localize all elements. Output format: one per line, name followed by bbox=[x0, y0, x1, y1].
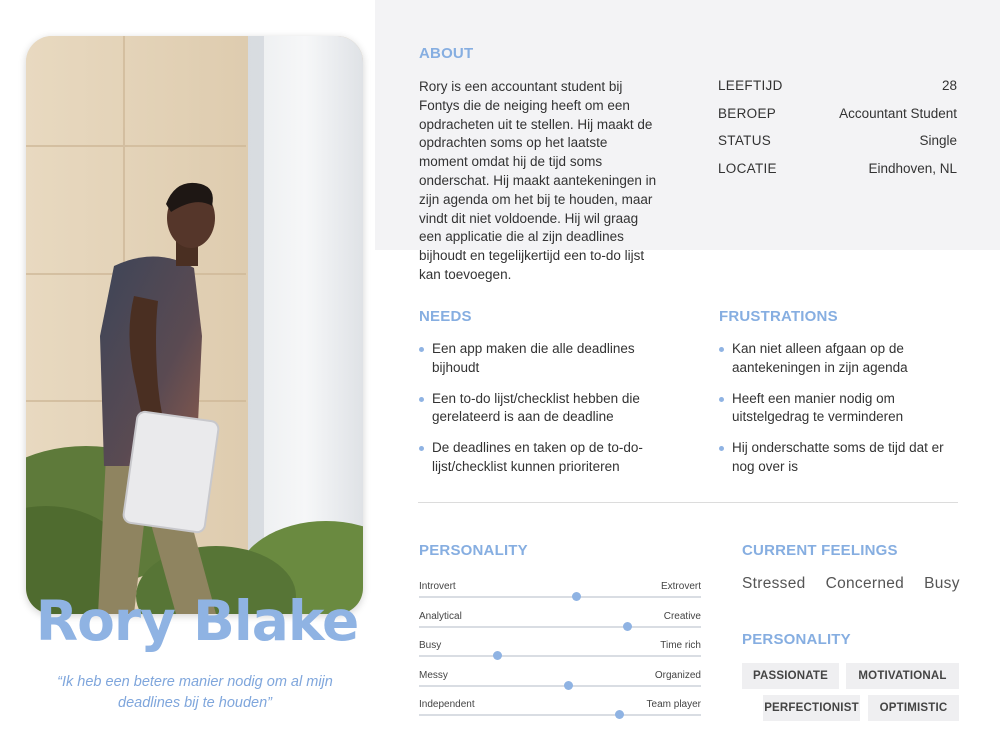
list-item: Hij onderschatte soms de tijd dat er nog over is bbox=[719, 439, 964, 477]
list-item: Een to-do lijst/checklist hebben die gerelateerd is aan de deadline bbox=[419, 390, 664, 428]
fact-row-occupation bbox=[718, 104, 957, 132]
personality-slider bbox=[419, 578, 701, 608]
personality-sliders bbox=[419, 578, 701, 726]
fact-value: 28 bbox=[941, 78, 957, 93]
trait-tag: PERFECTIONIST bbox=[763, 695, 860, 721]
feeling-item: Stressed bbox=[742, 575, 806, 592]
frustrations-heading: FRUSTRATIONS bbox=[719, 308, 838, 325]
fact-value: Accountant Student bbox=[839, 105, 957, 121]
facts-table bbox=[718, 76, 957, 186]
trait-tag: OPTIMISTIC bbox=[868, 695, 959, 721]
frustrations-list bbox=[719, 340, 964, 489]
needs-heading: NEEDS bbox=[419, 308, 472, 325]
slider-knob bbox=[623, 622, 632, 631]
slider-track bbox=[419, 626, 701, 628]
fact-label: LEEFTIJD bbox=[718, 78, 783, 93]
list-item: Een app maken die alle deadlines bijhoudt bbox=[419, 340, 664, 378]
fact-row-status bbox=[718, 131, 957, 159]
slider-left-label: Analytical bbox=[419, 610, 462, 622]
fact-row-age bbox=[718, 76, 957, 104]
slider-track bbox=[419, 714, 701, 716]
section-divider bbox=[418, 502, 958, 503]
feelings-heading: CURRENT FEELINGS bbox=[742, 542, 898, 559]
traits-heading: PERSONALITY bbox=[742, 631, 851, 648]
slider-knob bbox=[493, 651, 502, 660]
list-item: Heeft een manier nodig om uitstelgedrag te verminderen bbox=[719, 390, 964, 428]
fact-row-location bbox=[718, 159, 957, 187]
slider-right-label: Time rich bbox=[660, 640, 701, 651]
personality-slider bbox=[419, 637, 701, 667]
fact-value: Single bbox=[919, 133, 957, 148]
personality-slider bbox=[419, 608, 701, 638]
slider-right-label: Extrovert bbox=[660, 581, 701, 592]
slider-knob bbox=[564, 681, 573, 690]
slider-knob bbox=[572, 592, 581, 601]
slider-left-label: Introvert bbox=[419, 581, 456, 592]
slider-left-label: Messy bbox=[419, 669, 448, 681]
persona-quote: “Ik heb een betere manier nodig om al mijn deadlines bij te houden” bbox=[57, 674, 333, 711]
personality-slider bbox=[419, 667, 701, 697]
personality-slider bbox=[419, 696, 701, 726]
fact-label: STATUS bbox=[718, 133, 772, 148]
fact-label: BEROEP bbox=[718, 105, 777, 121]
list-item: Kan niet alleen afgaan op de aantekeningen in zijn agenda bbox=[719, 340, 964, 378]
slider-right-label: Organized bbox=[654, 669, 701, 681]
about-heading: ABOUT bbox=[419, 45, 474, 62]
slider-right-label: Creative bbox=[663, 610, 701, 622]
slider-track bbox=[419, 596, 701, 598]
slider-left-label: Busy bbox=[419, 640, 442, 651]
slider-track bbox=[419, 655, 701, 657]
needs-list bbox=[419, 340, 664, 489]
slider-track bbox=[419, 685, 701, 687]
slider-knob bbox=[615, 710, 624, 719]
feeling-item: Concerned bbox=[825, 575, 905, 592]
feelings-list bbox=[742, 575, 960, 593]
profile-photo bbox=[26, 36, 363, 614]
trait-tag: MOTIVATIONAL bbox=[846, 663, 959, 689]
slider-left-label: Independent bbox=[419, 699, 475, 710]
feeling-item: Busy bbox=[924, 575, 960, 592]
list-item: De deadlines en taken op de to-do-lijst/checklist kunnen prioriteren bbox=[419, 439, 664, 477]
personality-heading: PERSONALITY bbox=[419, 542, 528, 559]
persona-name: Rory Blake bbox=[35, 589, 359, 653]
fact-label: LOCATIE bbox=[718, 160, 777, 176]
about-text: Rory is een accountant student bij Fontys die de neiging heeft om een opdracheten uit te stellen. Hij maakt de opdrachten soms op het laatste moment omdat hij de tijd soms onderschat. Hij maakt aantekeningen in zijn agenda om het bij te houden, maar vindt dit niet voldoende. Hij wil graag een applicatie die al zijn deadlines bijhoudt en tegelijkertijd een to-do lijst kan toevoegen. bbox=[419, 79, 657, 282]
trait-tag: PASSIONATE bbox=[742, 663, 839, 689]
slider-right-label: Team player bbox=[646, 699, 701, 710]
fact-value: Eindhoven, NL bbox=[868, 160, 957, 176]
